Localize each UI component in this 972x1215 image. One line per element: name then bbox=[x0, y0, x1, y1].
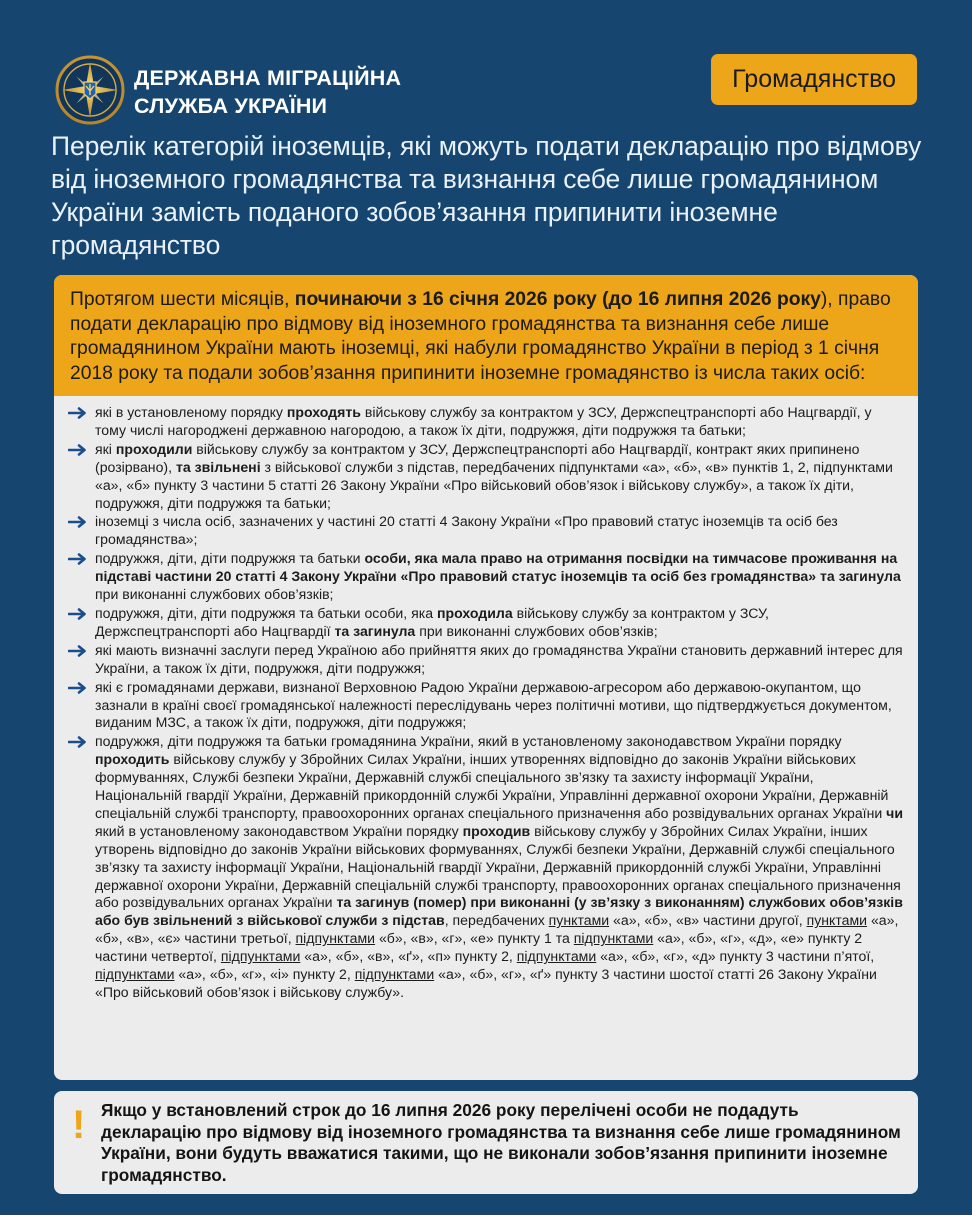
list-item-text: іноземці з числа осіб, зазначених у частині 20 статті 4 Закону України «Про правовий статус іноземців та осіб без громадянства»; bbox=[95, 513, 838, 548]
list-item-text: які є громадянами держави, визнаної Верховною Радою України державою-агресором або державою-окупантом, що зазнали в країні своєї громадянської належності переслідувань через політичні мотиви, що підтверджується документом, виданим МЗС, а також їх діти, подружжя, діти подружжя; bbox=[95, 678, 892, 731]
law-reference-link[interactable]: підпунктами bbox=[295, 930, 376, 947]
dmsu-emblem-icon bbox=[55, 55, 125, 125]
list-item-text: «а», «б», «г», «ґ» пункту 3 частини шостої статті 26 Закону України «Про військовий обов’язок і військову службу». bbox=[95, 966, 877, 1000]
list-item-bold: особи, яка мала право на отримання посвідки на тимчасове проживання на підставі частини 20 статті 4 Закону України «Про правовий статус іноземців та осіб без громадянства» та загинула bbox=[95, 550, 901, 585]
list-item-text: «а», «б», «в», «ґ», «п» пункту 2, bbox=[300, 948, 517, 965]
law-reference-link[interactable]: підпунктами bbox=[95, 966, 175, 983]
warning-text: Якщо у встановлений строк до 16 липня 2026 року перелічені особи не подадуть декларацію про відмову від іноземного громадянства та визнання себе лише громадянином України, вони будуть вважатися такими, що не виконали зобов’язання припинити іноземне громадянство. bbox=[101, 1100, 901, 1185]
list-item-bold: та загинув (помер) при виконанні (у зв’язку з виконанням) службових обов’язків або був звільнений з військової служби з підстав bbox=[95, 894, 903, 929]
list-item-text: які мають визначні заслуги перед Україною або прийняття яких до громадянства України становить державний інтерес для України, а також їх діти, подружжя, діти подружжя; bbox=[95, 641, 903, 676]
list-item-text: з військової служби з підстав, передбачених підпунктами «а», «б», «в» пунктів 1, 2, підпунктами «а», «б» пункту 3 частини 5 статті 26 Закону України «Про військовий обов’язок і військову службу», а також їх діти, подружжя, діти подружжя та батьки; bbox=[95, 458, 893, 511]
warning-box bbox=[54, 1091, 918, 1194]
list-item-text: військову службу за контрактом у ЗСУ, Держспецтранспорті або Нацгвардії, у тому числі нагороджені державною нагородою, а також їх діти, подружжя, діти подружжя та батьки; bbox=[95, 404, 872, 438]
category-list bbox=[54, 396, 918, 1002]
header bbox=[55, 54, 917, 120]
law-reference-link[interactable]: підпунктами bbox=[220, 948, 301, 965]
list-item-text: військову службу у Збройних Силах України, інших утвореннях відповідно до законів України військових формуваннях, Службі безпеки України, Державній службі спеціального зв’язку та захисту інформації України, Національній гвардії України, Державній прикордонній службі України, Управлінні державної охорони України, Державній спеціальній службі транспорту, правоохоронних органах спеціального призначення або розвідувальних органах України bbox=[95, 751, 889, 821]
law-reference-link[interactable]: підпунктами bbox=[573, 930, 654, 947]
list-item-bold: та загинула bbox=[334, 622, 416, 639]
list-item-text: військову службу за контрактом у ЗСУ, Держспецтранспорті або Нацгвардії bbox=[95, 604, 769, 639]
list-item-text: при виконанні службових обов’язків; bbox=[95, 586, 334, 603]
list-item-bold: проходить bbox=[95, 751, 170, 768]
exclamation-icon: ! bbox=[72, 1103, 86, 1147]
list-item-bold: та звільнені bbox=[175, 458, 261, 475]
list-item bbox=[68, 679, 904, 733]
arrow-right-icon bbox=[68, 736, 87, 748]
list-item-bold: проходять bbox=[286, 404, 361, 420]
list-item-bold: чи bbox=[886, 804, 904, 821]
list-item-text: подружжя, діти подружжя та батьки громадянина України, який в установленому законодавством України порядку bbox=[95, 733, 842, 750]
list-item bbox=[68, 441, 904, 513]
intro-text: Протягом шести місяців, bbox=[70, 289, 295, 310]
intro-bold-text: починаючи з 16 січня 2026 року (до 16 липня 2026 року bbox=[294, 289, 821, 310]
intro-paragraph bbox=[54, 275, 918, 396]
list-item-text: «а», «б», «в» частини другої, bbox=[609, 912, 807, 929]
list-item-text: «а», «б», «г», «і» пункту 2, bbox=[174, 966, 355, 983]
list-item-text: подружжя, діти, діти подружжя та батьки bbox=[95, 550, 365, 567]
law-reference-link[interactable]: підпунктами bbox=[516, 948, 597, 965]
list-item-text: при виконанні службових обов’язків; bbox=[415, 622, 658, 639]
arrow-right-icon bbox=[68, 645, 87, 657]
list-item-bold: проходила bbox=[436, 604, 513, 621]
list-item-text: військову службу у Збройних Силах України, інших утворень відповідно до законів України військових формуваннях, Службі безпеки України, Державній службі спеціального зв’язку та захисту інформації України, Національній гвардії України, Державній прикордонній службі України, Управлінні державної охорони України, Державній спеціальній службі транспорту, правоохоронних органах спеціального призначення або розвідувальних органах України bbox=[95, 822, 901, 911]
list-item-text: «а», «б», «г», «д», «е» пункту 2 частини четвертої, bbox=[95, 930, 863, 965]
list-item-text: «а», «б», «г», «д» пункту 3 частини п’ятої, bbox=[596, 948, 875, 965]
list-item bbox=[68, 404, 904, 440]
intro-text: ), право подати декларацію про відмову від іноземного громадянства та визнання себе лише громадянином України мають іноземці, які набули громадянство України в період з 1 січня 2018 року та подали зобов’язання припинити іноземне громадянство із числа таких осіб: bbox=[70, 289, 891, 384]
arrow-right-icon bbox=[68, 608, 87, 620]
list-item-text: «б», «в», «г», «е» пункту 1 та bbox=[375, 930, 574, 947]
arrow-right-icon bbox=[68, 682, 87, 694]
list-item bbox=[68, 642, 904, 678]
list-item bbox=[68, 733, 904, 1002]
content-panel bbox=[54, 275, 918, 1080]
list-item-text: подружжя, діти, діти подружжя та батьки особи, яка bbox=[95, 604, 437, 621]
organization-name-line2: СЛУЖБА УКРАЇНИ bbox=[134, 94, 328, 118]
law-reference-link[interactable]: підпунктами bbox=[354, 966, 435, 983]
organization-name bbox=[134, 64, 401, 120]
list-item-text: , передбачених bbox=[444, 912, 549, 929]
list-item-text: військову службу за контрактом у ЗСУ, Держспецтранспорті або Нацгвардії, контракт яких припинено (розірвано), bbox=[95, 440, 860, 475]
list-item-bold: проходили bbox=[115, 440, 193, 457]
list-item bbox=[68, 605, 904, 641]
arrow-right-icon bbox=[68, 553, 87, 565]
list-item-text: які bbox=[95, 440, 116, 457]
list-item bbox=[68, 550, 904, 604]
law-reference-link[interactable]: пунктами bbox=[806, 912, 868, 929]
arrow-right-icon bbox=[68, 516, 87, 528]
organization-name-line1: ДЕРЖАВНА МІГРАЦІЙНА bbox=[134, 66, 402, 90]
page-title: Перелік категорій іноземців, які можуть подати декларацію про відмову від іноземного громадянства та визнання себе лише громадянином України замість поданого зобов’язання припинити іноземне громадянство bbox=[51, 131, 922, 260]
list-item-text: який в установленому законодавством України порядку bbox=[95, 822, 463, 839]
arrow-right-icon bbox=[68, 444, 87, 456]
arrow-right-icon bbox=[68, 407, 87, 419]
list-item-text: які в установленому порядку bbox=[95, 404, 287, 420]
category-badge: Громадянство bbox=[711, 54, 917, 105]
list-item-bold: проходив bbox=[462, 822, 531, 839]
list-item-text: «а», «б», «в», «є» частини третьої, bbox=[95, 912, 899, 947]
list-item bbox=[68, 513, 904, 549]
law-reference-link[interactable]: пунктами bbox=[548, 912, 610, 929]
